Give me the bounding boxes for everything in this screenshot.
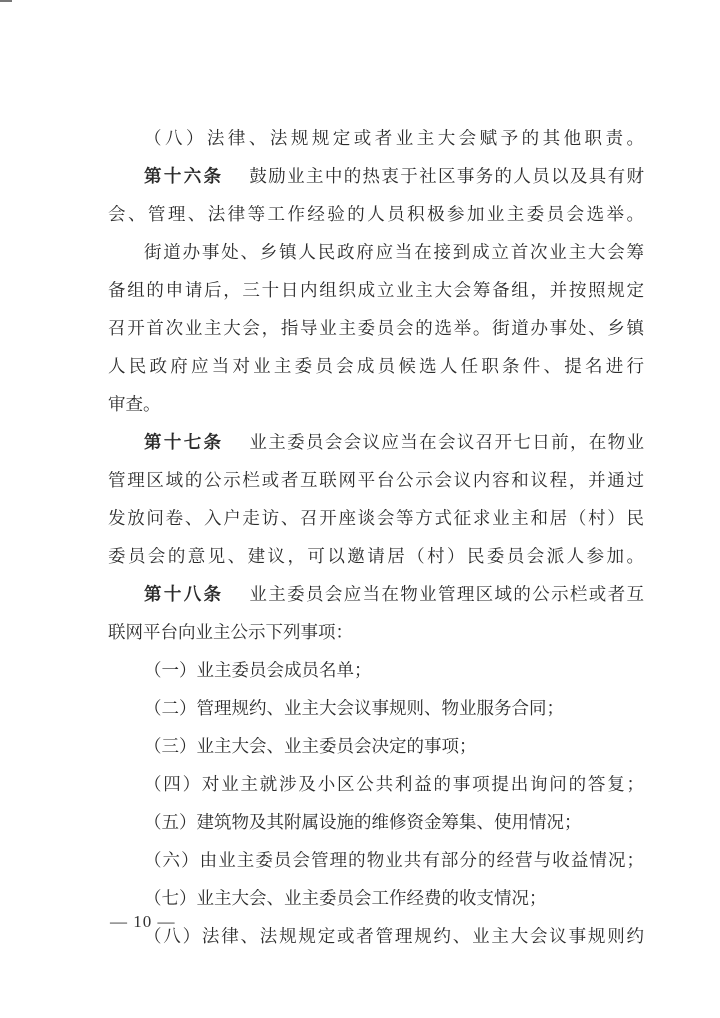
text-line: （八）法律、法规规定或者业主大会赋予的其他职责。 [144, 129, 644, 149]
list-item: （三）业主大会、业主委员会决定的事项； [144, 737, 477, 757]
scan-corner-mark [0, 0, 12, 2]
document-body [108, 120, 644, 956]
list-item: （二）管理规约、业主大会议事规则、物业服务合同； [144, 699, 564, 719]
list-item: （八）法律、法规规定或者管理规约、业主大会议事规则约 [144, 927, 644, 947]
article-16-heading-line: 第十六条 鼓励业主中的热衷于社区事务的人员以及具有财 [144, 167, 644, 187]
article-17-heading-line: 第十七条 业主委员会会议应当在会议召开七日前，在物业 [144, 433, 644, 453]
text-line: 会、管理、法律等工作经验的人员积极参加业主委员会选举。 [108, 205, 644, 225]
text-line: 街道办事处、乡镇人民政府应当在接到成立首次业主大会筹 [144, 243, 644, 263]
text-line: 召开首次业主大会，指导业主委员会的选举。街道办事处、乡镇 [108, 319, 644, 339]
article-number: 第十六条 [144, 167, 224, 187]
text-line: 管理区域的公示栏或者互联网平台公示会议内容和议程，并通过 [108, 471, 644, 491]
list-item: （四）对业主就涉及小区公共利益的事项提出询问的答复； [144, 775, 644, 795]
text-line: 备组的申请后，三十日内组织成立业主大会筹备组，并按照规定 [108, 281, 644, 301]
article-18-heading-line: 第十八条 业主委员会应当在物业管理区域的公示栏或者互 [144, 585, 644, 605]
list-item: （一）业主委员会成员名单； [144, 661, 372, 681]
article-number: 第十七条 [144, 433, 224, 453]
list-item: （五）建筑物及其附属设施的维修资金筹集、使用情况； [144, 813, 582, 833]
text-line: 委员会的意见、建议，可以邀请居（村）民委员会派人参加。 [108, 547, 644, 567]
text-line: 审查。 [108, 395, 161, 415]
text-line: 人民政府应当对业主委员会成员候选人任职条件、提名进行 [108, 357, 644, 377]
text-line: 联网平台向业主公示下列事项： [108, 623, 353, 643]
text-line: 发放问卷、入户走访、召开座谈会等方式征求业主和居（村）民 [108, 509, 644, 529]
article-number: 第十八条 [144, 585, 224, 605]
list-item: （七）业主大会、业主委员会工作经费的收支情况； [144, 889, 547, 909]
page-number: — 10 — [110, 912, 176, 931]
list-item: （六）由业主委员会管理的物业共有部分的经营与收益情况； [144, 851, 644, 871]
